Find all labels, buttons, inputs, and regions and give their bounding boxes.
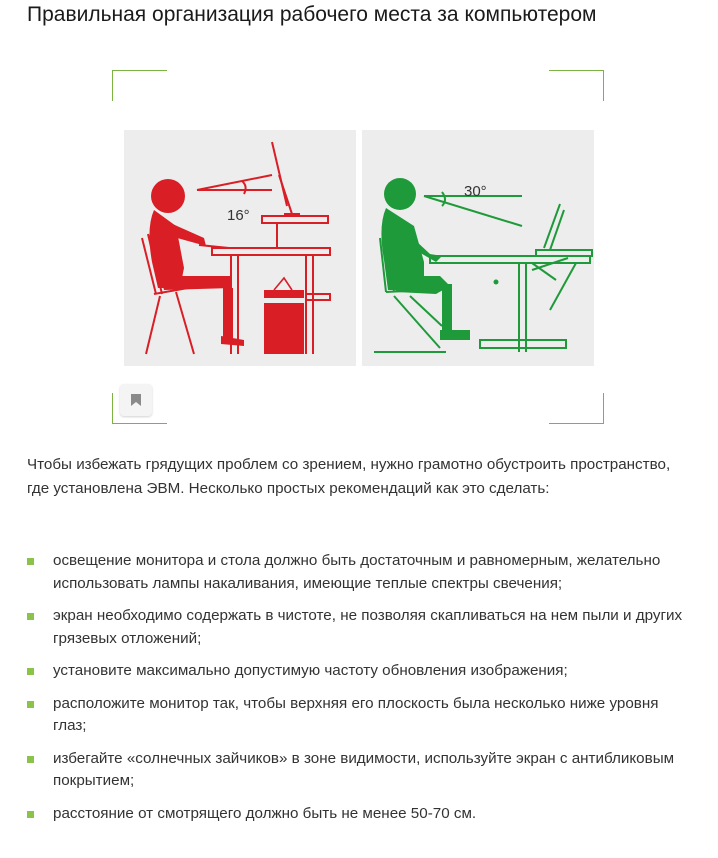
frame-corner (112, 70, 167, 101)
list-item (27, 550, 692, 595)
tip-text: экран необходимо содержать в чистоте, не позволяя скапливаться на нем пыли и других грязевых отложений; (53, 607, 683, 647)
bullet-icon (27, 701, 34, 708)
right-panel (362, 130, 594, 366)
bookmark-icon (130, 393, 142, 407)
list-item (27, 803, 692, 826)
bullet-icon (27, 756, 34, 763)
tip-text: расположите монитор так, чтобы верхняя его плоскость была несколько ниже уровня глаз; (53, 694, 659, 734)
intro-paragraph: Чтобы избежать грядущих проблем со зрением, нужно грамотно обустроить пространство, где установлена ЭВМ. Несколько простых рекомендаций как это сделать: (27, 456, 671, 497)
tip-text: установите максимально допустимую частоту обновления изображения; (53, 662, 568, 679)
tip-text: расстояние от смотрящего должно быть не менее 50-70 см. (53, 804, 477, 822)
bullet-icon (27, 558, 34, 565)
tip-text: освещение монитора и стола должно быть достаточным и равномерным, желательно использовать лампы накаливания, имеющие теплые спектры свечения; (53, 552, 661, 592)
list-item (27, 748, 692, 793)
tip-text: избегайте «солнечных зайчиков» в зоне видимости, используйте экран с антибликовым покрытием; (53, 749, 675, 789)
tips-list (27, 550, 692, 835)
bullet-icon (27, 668, 34, 675)
bullet-icon (27, 811, 34, 818)
list-item (27, 660, 692, 683)
frame-corner (549, 393, 604, 424)
list-item (27, 693, 692, 738)
bullet-icon (27, 613, 34, 620)
figure-frame (112, 70, 604, 424)
left-panel (124, 130, 356, 366)
bookmark-button[interactable] (120, 384, 152, 416)
page-title: Правильная организация рабочего места за компьютером (27, 3, 597, 26)
frame-corner (549, 70, 604, 101)
right-angle-label: 30° (464, 183, 487, 200)
workplace-illustration (124, 130, 594, 366)
list-item (27, 605, 692, 650)
left-angle-label: 16° (227, 207, 250, 224)
